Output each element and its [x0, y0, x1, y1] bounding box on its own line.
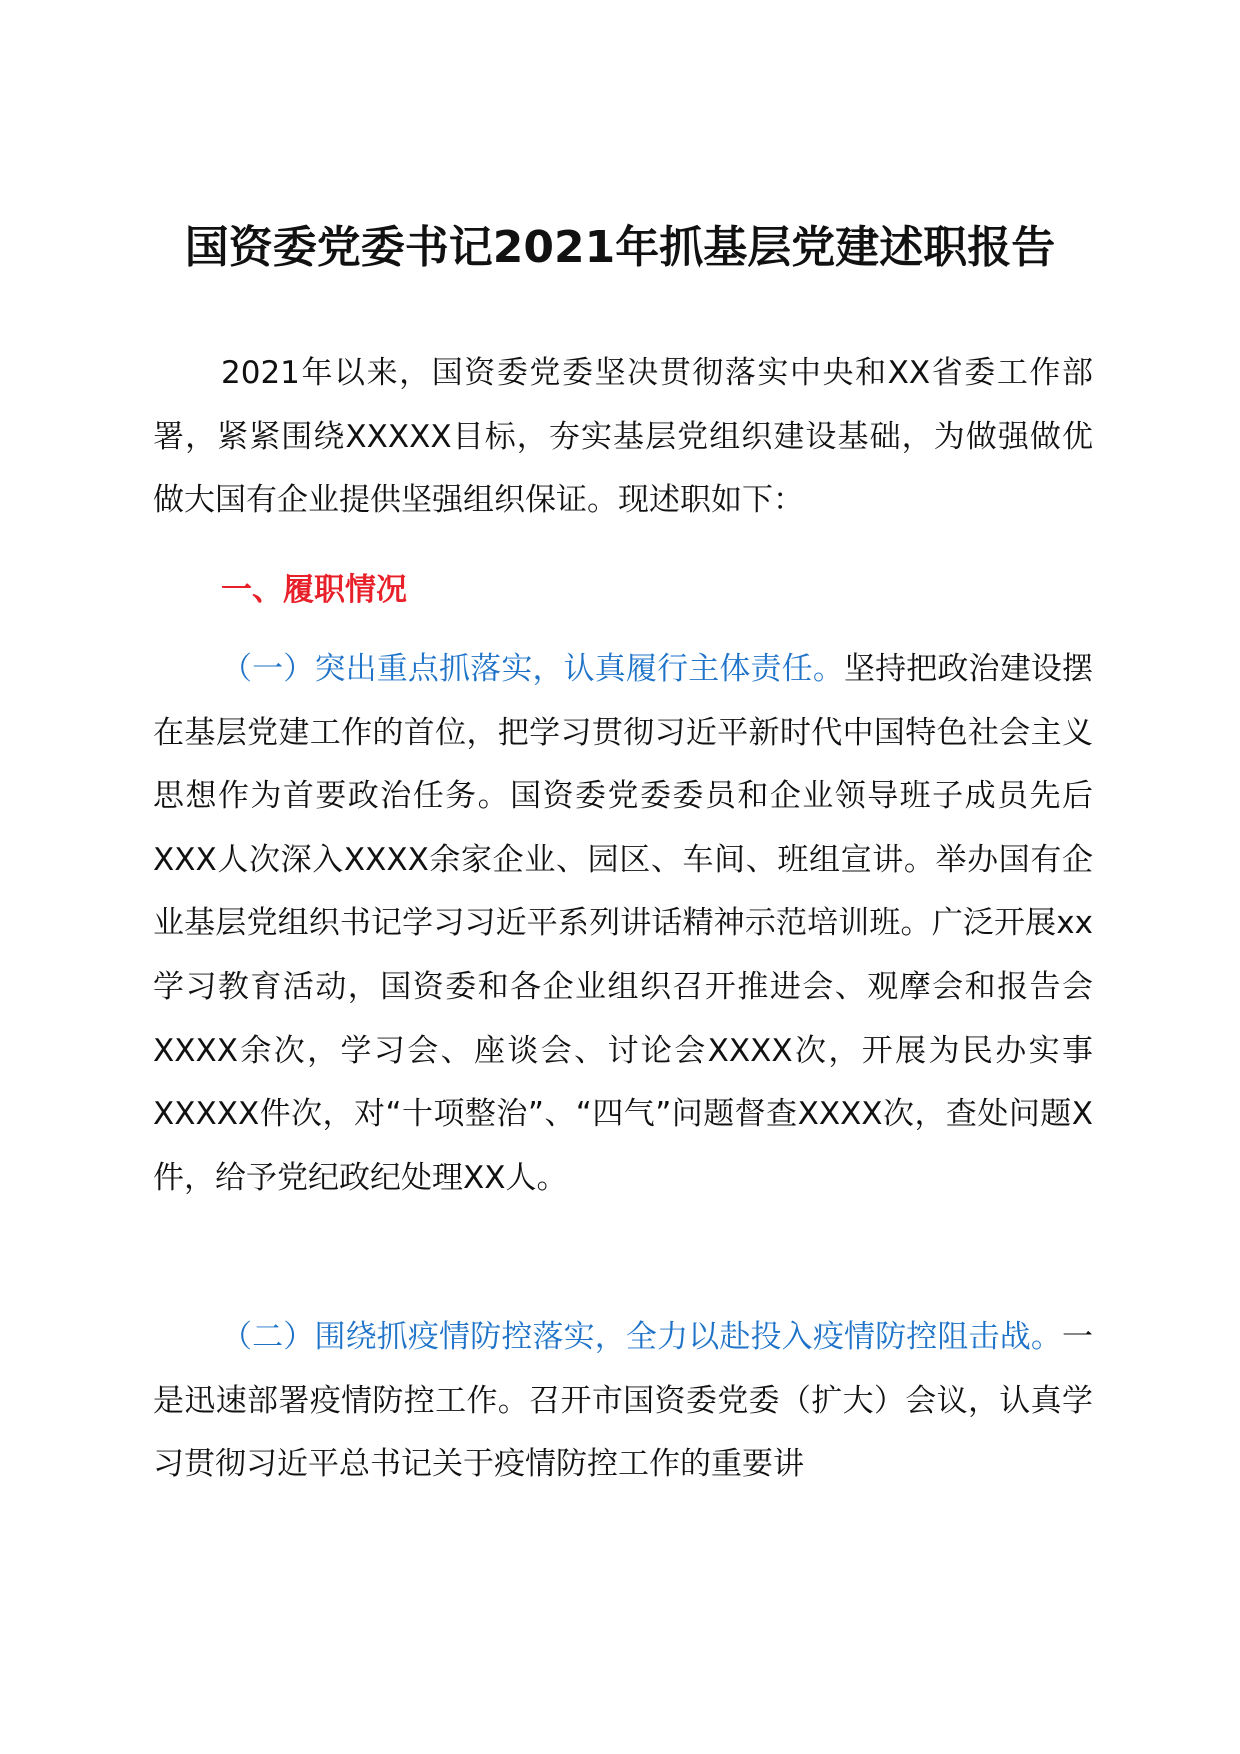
- section-heading-performance: 一、履职情况: [221, 572, 407, 608]
- intro-paragraph: 2021年以来，国资委党委坚决贯彻落实中央和XX省委工作部署，紧紧围绕XXXXX目标，夯实基层党组织建设基础，为做强做优做大国有企业提供坚强组织保证。现述职如下：: [153, 355, 1093, 519]
- paragraph-1: [153, 638, 1093, 1210]
- paragraph-1-text: 坚持把政治建设摆在基层党建工作的首位，把学习贯彻习近平新时代中国特色社会主义思想作为首要政治任务。国资委党委委员和企业领导班子成员先后XXX人次深入XXXX余家企业、园区、车间、班组宣讲。举办国有企业基层党组织书记学习习近平系列讲话精神示范培训班。广泛开展xx学习教育活动，国资委和各企业组织召开推进会、观摩会和报告会XXXX余次，学习会、座谈会、讨论会XXXX次，开展为民办实事XXXXX件次，对“十项整治”、“四气”问题督查XXXX次，查处问题X件，给予党纪政纪处理XX人。: [153, 651, 1094, 1196]
- document-title: 国资委党委书记2021年抓基层党建述职报告: [184, 222, 1056, 273]
- paragraph-1-subheading: （一）突出重点抓落实，认真履行主体责任。: [221, 651, 844, 687]
- paragraph-2-subheading: （二）围绕抓疫情防控落实，全力以赴投入疫情防控阻击战。: [221, 1319, 1062, 1355]
- paragraph-2-text: 一是迅速部署疫情防控工作。召开市国资委党委（扩大）会议，认真学习贯彻习近平总书记关于疫情防控工作的重要讲: [153, 1319, 1093, 1483]
- paragraph-2: [153, 1306, 1093, 1497]
